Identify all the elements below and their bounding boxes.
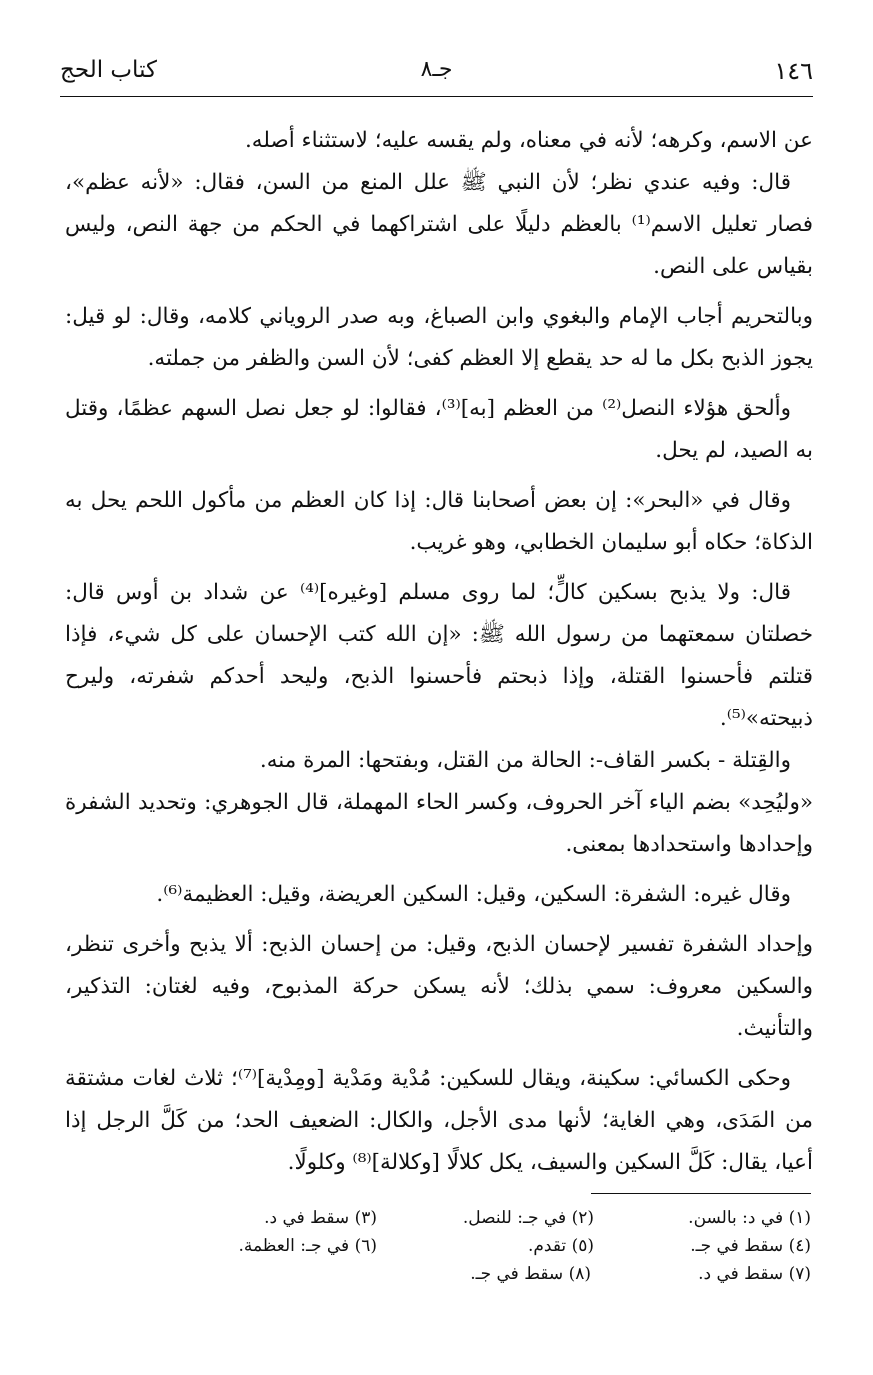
footnote: (٤) سقط في جـ. [690,1236,811,1256]
main-text [65,120,813,1184]
paragraph: وحكى الكسائي: سكينة، ويقال للسكين: مُدْية ومَدْية [ومِدْية]⁽⁷⁾؛ ثلاث لغات مشتقة من المَدَى، وهي الغاية؛ لأنها مدى الأجل، والكال: الضعيف الحد؛ من كَلَّ الرجل إذا أعيا، يقال: كَلَّ السكين والسيف، يكل كلالًا [وكلالة]⁽⁸⁾ وكلولًا. [65,1066,813,1175]
footnote-row [160,1232,811,1260]
footnote-row [160,1260,811,1288]
paragraph: وبالتحريم أجاب الإمام والبغوي وابن الصباغ، وبه صدر الروياني كلامه، وقال: لو قيل: يجوز الذبح بكل ما له حد يقطع إلا العظم كفى؛ لأن السن والظفر من جملته. [65,304,813,371]
footnotes [160,1204,811,1288]
paragraph: «وليُحِد» بضم الياء آخر الحروف، وكسر الحاء المهملة، قال الجوهري: وتحديد الشفرة وإحدادها واستحدادها بمعنى. [65,790,813,857]
footnote: (٣) سقط في د. [264,1208,377,1228]
page-number: ١٤٦ [774,57,813,85]
footnote: (٧) سقط في د. [698,1264,811,1284]
footnote: (٦) في جـ: العظمة. [238,1236,377,1256]
footnote: (٢) في جـ: للنصل. [462,1208,594,1228]
paragraph: قال: وفيه عندي نظر؛ لأن النبي ﷺ علل المنع من السن، فقال: «لأنه عظم»، فصار تعليل الاسم⁽¹⁾ بالعظم دليلًا على اشتراكهما في الحكم من جهة النص، وليس بقياس على النص. [65,170,814,279]
footnote: (٨) سقط في جـ. [470,1264,591,1284]
paragraph: عن الاسم، وكرهه؛ لأنه في معناه، ولم يقسه عليه؛ لاستثناء أصله. [244,128,813,153]
paragraph: وألحق هؤلاء النصل⁽²⁾ من العظم [به]⁽³⁾، فقالوا: لو جعل نصل السهم عظمًا، وقتل به الصيد، لم يحل. [65,396,813,463]
volume-label: جـ٨ [420,57,453,82]
footnote: (٥) تقدم. [527,1236,594,1256]
paragraph: قال: ولا يذبح بسكين كالٍّ؛ لما روى مسلم [وغيره]⁽⁴⁾ عن شداد بن أوس قال: خصلتان سمعتهما من رسول الله ﷺ: «إن الله كتب الإحسان على كل شيء، فإذا قتلتم فأحسنوا القتلة، وإذا ذبحتم فأحسنوا الذبح، وليحد أحدكم شفرته، وليرح ذبيحته»⁽⁵⁾. [65,580,813,731]
paragraph: والقِتلة - بكسر القاف-: الحالة من القتل، وبفتحها: المرة منه. [259,748,791,773]
header-rule [60,96,813,97]
footnote: (١) في د: بالسن. [688,1208,811,1228]
running-header [60,55,813,95]
book-title: كتاب الحج [60,57,157,83]
paragraph: وقال غيره: الشفرة: السكين، وقيل: السكين العريضة، وقيل: العظيمة⁽⁶⁾. [156,882,791,907]
paragraph: وإحداد الشفرة تفسير لإحسان الذبح، وقيل: من إحسان الذبح: ألا يذبح وأخرى تنظر، والسكين معروف: سمي بذلك؛ لأنه يسكن حركة المذبوح، وفيه لغتان: التذكير، والتأنيث. [65,932,813,1041]
footnote-rule [591,1193,811,1194]
paragraph: وقال في «البحر»: إن بعض أصحابنا قال: إذا كان العظم من مأكول اللحم يحل به الذكاة؛ حكاه أبو سليمان الخطابي، وهو غريب. [65,488,813,555]
footnote-row [160,1204,811,1232]
